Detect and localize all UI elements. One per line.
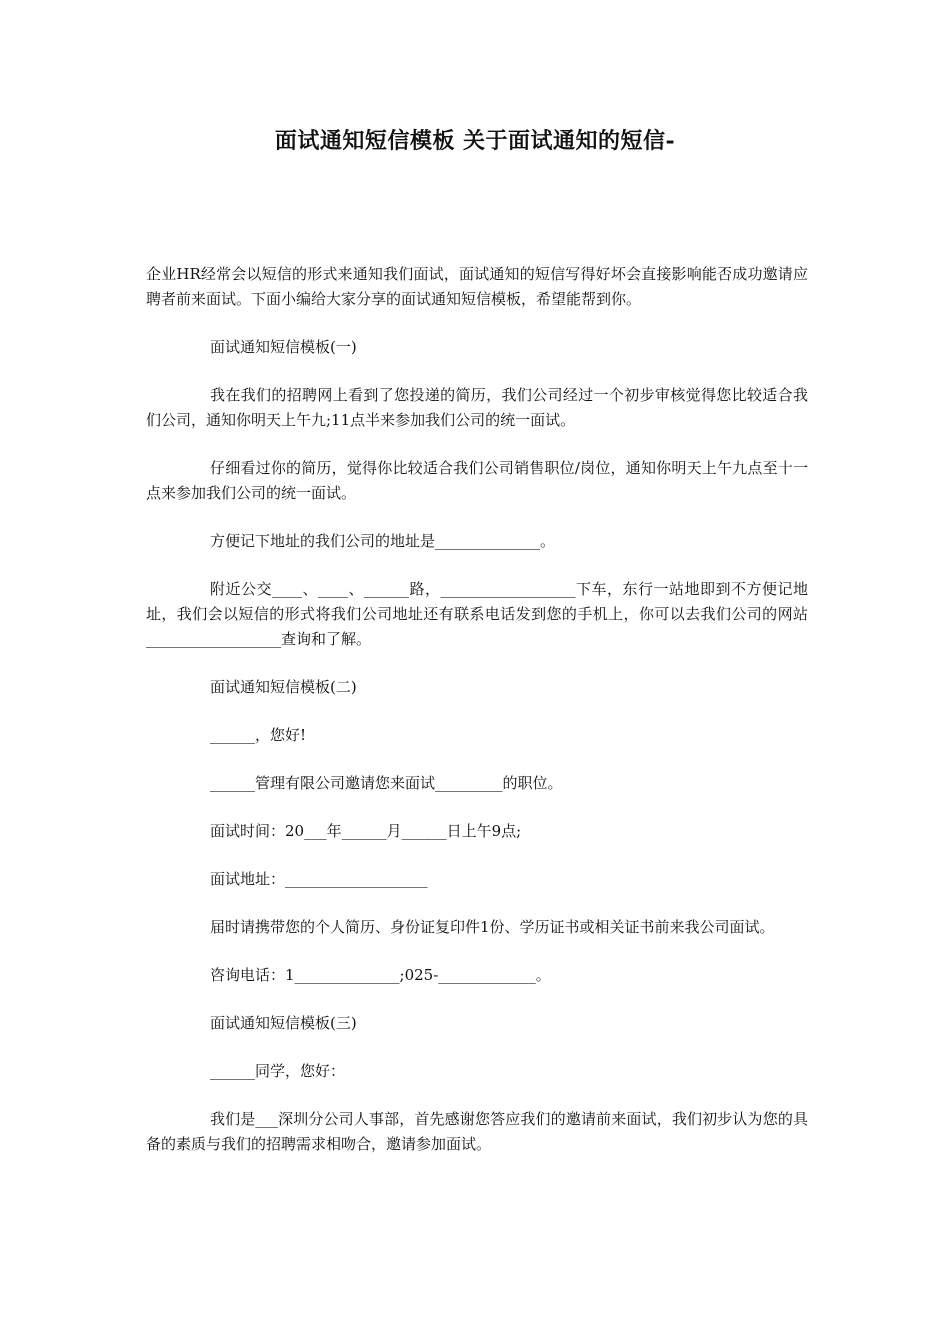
document-title: 面试通知短信模板 关于面试通知的短信- — [274, 128, 676, 154]
paragraph: 咨询电话：1______________;025-_____________。 — [210, 966, 551, 984]
paragraph: ______，您好! — [210, 726, 307, 744]
paragraph: 附近公交____、____、______路，__________________下车，东行一站地即到不方便记地址，我们会以短信的形式将我们公司地址还有联系电话发到您的手机上，你可以去我们公司的网站__________________查询和了解。 — [146, 580, 808, 648]
paragraph: 面试通知短信模板(二) — [210, 678, 357, 696]
paragraph: ______同学，您好： — [210, 1062, 346, 1080]
paragraph: 方便记下地址的我们公司的地址是______________。 — [210, 532, 556, 550]
paragraph: 我们是___深圳分公司人事部，首先感谢您答应我们的邀请前来面试，我们初步认为您的具备的素质与我们的招聘需求相吻合，邀请参加面试。 — [146, 1110, 808, 1153]
paragraph: 我在我们的招聘网上看到了您投递的简历，我们公司经过一个初步审核觉得您比较适合我们公司，通知你明天上午九;11点半来参加我们公司的统一面试。 — [146, 386, 808, 429]
paragraph: 面试地址：___________________ — [210, 870, 428, 888]
paragraph: 面试时间：20___年______月______日上午9点; — [210, 822, 522, 840]
paragraph: 企业HR经常会以短信的形式来通知我们面试，面试通知的短信写得好坏会直接影响能否成功邀请应聘者前来面试。下面小编给大家分享的面试通知短信模板，希望能帮到你。 — [146, 265, 808, 308]
paragraph: 届时请携带您的个人简历、身份证复印件1份、学历证书或相关证书前来我公司面试。 — [210, 918, 775, 936]
paragraph: 面试通知短信模板(一) — [210, 338, 357, 356]
paragraph: 仔细看过你的简历，觉得你比较适合我们公司销售职位/岗位，通知你明天上午九点至十一点来参加我们公司的统一面试。 — [146, 459, 808, 502]
paragraph: 面试通知短信模板(三) — [210, 1014, 357, 1032]
paragraph: ______管理有限公司邀请您来面试_________的职位。 — [210, 774, 563, 792]
document-body — [146, 262, 808, 1180]
